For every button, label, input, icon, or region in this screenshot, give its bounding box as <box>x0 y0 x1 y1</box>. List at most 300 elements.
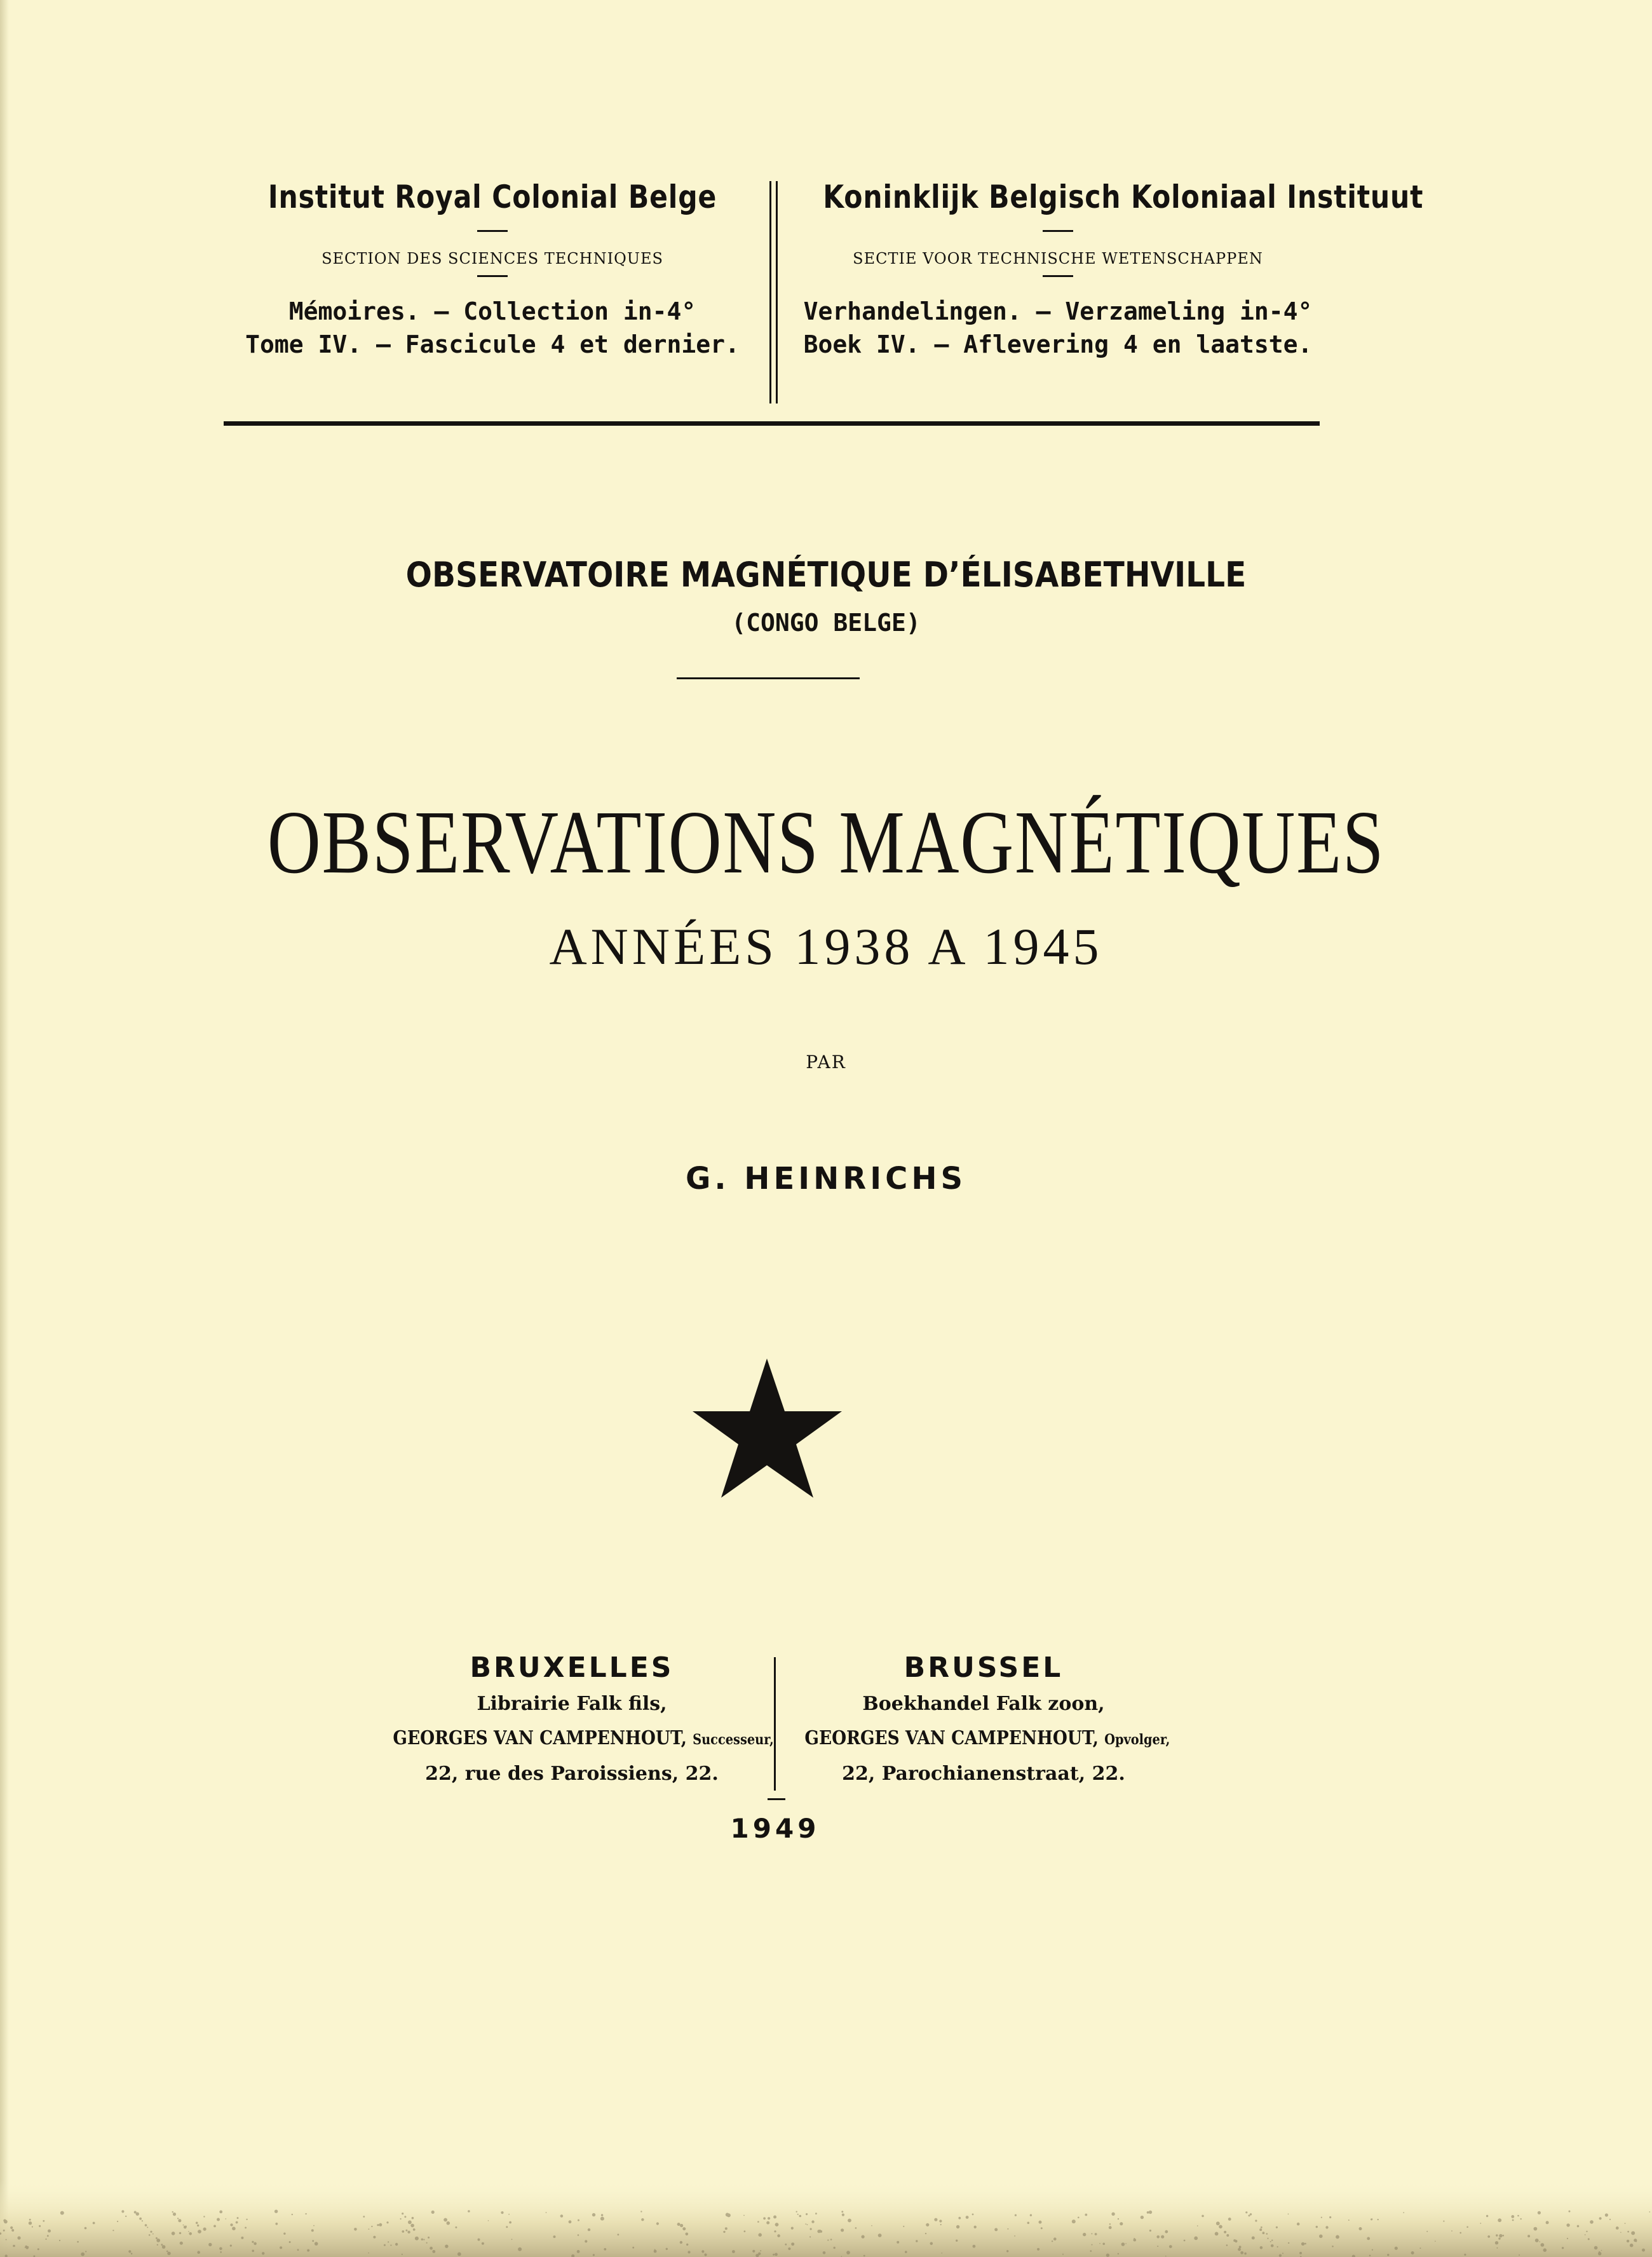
edge-speckle <box>180 2242 183 2245</box>
edge-speckle <box>654 2250 657 2253</box>
edge-speckle <box>1249 2214 1250 2216</box>
edge-speckle <box>166 2251 168 2253</box>
edge-speckle <box>3 2230 5 2232</box>
edge-speckle <box>431 2211 435 2214</box>
edge-speckle <box>788 2247 790 2250</box>
edge-speckle <box>926 2223 929 2226</box>
edge-speckle <box>188 2231 189 2232</box>
header-right-dash-2 <box>1043 275 1073 277</box>
edge-speckle <box>1072 2220 1076 2223</box>
edge-speckle <box>404 2216 406 2218</box>
edge-speckle <box>43 2220 44 2222</box>
edge-speckle <box>1125 2243 1127 2244</box>
edge-speckle <box>846 2251 850 2254</box>
publication-year: 1949 <box>730 1813 820 1844</box>
edge-speckle <box>958 2217 961 2220</box>
edge-speckle <box>1120 2222 1123 2225</box>
edge-speckle <box>809 2236 811 2237</box>
edge-speckle <box>1577 2225 1580 2228</box>
edge-speckle <box>17 2236 20 2239</box>
observatory-title: OBSERVATOIRE MAGNÉTIQUE D’ÉLISABETHVILLE <box>405 555 1247 595</box>
publisher-line-fr-2 <box>393 1721 774 1757</box>
edge-speckle <box>254 2242 257 2246</box>
edge-speckle <box>677 2223 680 2226</box>
edge-speckle <box>766 2221 769 2225</box>
edge-speckle <box>147 2226 148 2228</box>
edge-speckle <box>478 2239 480 2241</box>
edge-speckle <box>407 2231 410 2233</box>
edge-speckle <box>292 2214 293 2215</box>
edge-speckle <box>311 2229 314 2232</box>
edge-speckle <box>871 2225 872 2226</box>
edge-speckle <box>903 2226 904 2227</box>
edge-speckle <box>777 2234 780 2237</box>
publisher-name-fr: GEORGES VAN CAMPENHOUT, <box>393 1727 687 1749</box>
edge-speckle <box>732 2250 735 2253</box>
edge-speckle <box>1369 2254 1371 2256</box>
edge-speckle <box>1149 2230 1151 2232</box>
edge-speckle <box>834 2247 836 2249</box>
edge-speckle <box>1238 2248 1241 2251</box>
edge-speckle <box>1134 2239 1137 2242</box>
edge-speckle <box>203 2216 205 2217</box>
edge-speckle <box>862 2235 865 2239</box>
edge-speckle <box>150 2231 152 2233</box>
edge-speckle <box>412 2217 414 2220</box>
edge-speckle <box>426 2242 428 2244</box>
publisher-role-nl: Opvolger, <box>1104 1732 1170 1748</box>
edge-speckle <box>1543 2248 1547 2252</box>
main-subtitle-years: ANNÉES 1938 A 1945 <box>549 918 1103 975</box>
edge-speckle <box>1161 2235 1164 2239</box>
edge-speckle <box>29 2221 32 2225</box>
edge-speckle <box>232 2226 236 2230</box>
edge-speckle <box>307 2249 309 2252</box>
edge-speckle <box>925 2233 926 2234</box>
edge-speckle <box>246 2219 247 2220</box>
publisher-line-fr-1: Librairie Falk fils, <box>477 1693 667 1715</box>
edge-speckle <box>773 2254 775 2256</box>
observatory-rule <box>677 677 860 679</box>
edge-speckle <box>386 2221 388 2223</box>
edge-speckle <box>518 2247 522 2251</box>
edge-speckle <box>1411 2251 1414 2254</box>
edge-speckle <box>1226 2234 1229 2237</box>
edge-speckle <box>1288 2214 1289 2215</box>
observatory-subtitle: (CONGO BELGE) <box>731 609 921 637</box>
edge-speckle <box>972 2214 974 2216</box>
edge-speckle <box>578 2220 579 2221</box>
publisher-city-fr: BRUXELLES <box>470 1651 674 1684</box>
edge-speckle <box>1006 2250 1008 2252</box>
edge-speckle <box>811 2220 814 2223</box>
edge-speckle <box>973 2245 976 2248</box>
edge-speckle <box>1288 2242 1289 2244</box>
edge-speckle <box>1109 2226 1112 2229</box>
edge-speckle <box>410 2224 414 2228</box>
edge-speckle <box>501 2211 503 2214</box>
edge-speckle <box>1299 2252 1302 2254</box>
edge-speckle <box>1099 2243 1100 2244</box>
edge-speckle <box>687 2251 690 2253</box>
by-label: PAR <box>806 1052 846 1073</box>
edge-speckle <box>1534 2227 1538 2231</box>
edge-speckle <box>723 2231 725 2233</box>
edge-speckle <box>354 2228 357 2231</box>
edge-speckle <box>1007 2228 1008 2230</box>
edge-speckle <box>1395 2247 1398 2250</box>
edge-speckle <box>305 2213 306 2214</box>
edge-speckle <box>156 2239 160 2242</box>
edge-speckle <box>511 2239 513 2240</box>
edge-speckle <box>197 2225 199 2226</box>
footer-right-column <box>780 1649 1187 1791</box>
edge-speckle <box>863 2255 865 2257</box>
collection-line-fr-1: Mémoires. — Collection in-4° <box>288 297 696 325</box>
edge-speckle <box>878 2233 882 2237</box>
edge-speckle <box>841 2211 843 2213</box>
edge-speckle <box>208 2243 212 2246</box>
edge-speckle <box>402 2213 403 2214</box>
edge-speckle <box>128 2250 131 2253</box>
edge-speckle <box>13 2245 15 2247</box>
edge-speckle <box>1498 2237 1500 2239</box>
edge-speckle <box>297 2249 299 2251</box>
edge-speckle <box>447 2221 450 2225</box>
section-name-nl: SECTIE VOOR TECHNISCHE WETENSCHAPPEN <box>853 250 1263 268</box>
edge-speckle <box>1496 2247 1498 2249</box>
edge-speckle <box>807 2224 808 2225</box>
edge-speckle <box>588 2228 590 2231</box>
edge-speckle <box>217 2218 220 2221</box>
edge-speckle <box>237 2217 239 2219</box>
edge-speckle <box>763 2217 766 2220</box>
edge-speckle <box>1372 2249 1373 2251</box>
edge-speckle <box>940 2224 942 2225</box>
edge-speckle <box>1095 2233 1097 2235</box>
edge-speckle <box>930 2242 933 2246</box>
edge-speckle <box>569 2220 572 2223</box>
header-rule <box>224 421 1320 426</box>
edge-speckle <box>121 2210 124 2213</box>
edge-speckle <box>112 2230 114 2231</box>
edge-speckle <box>1156 2235 1160 2239</box>
edge-speckle <box>768 2217 770 2220</box>
edge-speckle <box>395 2243 398 2246</box>
edge-speckle <box>956 2240 958 2242</box>
edge-speckle <box>593 2254 595 2256</box>
edge-speckle <box>220 2251 222 2253</box>
edge-speckle <box>774 2230 776 2232</box>
edge-speckle <box>601 2214 603 2216</box>
edge-speckle <box>1039 2221 1042 2224</box>
edge-speckle <box>1649 2211 1650 2213</box>
edge-speckle <box>402 2230 404 2233</box>
edge-speckle <box>1599 2217 1602 2220</box>
edge-speckle <box>157 2244 158 2246</box>
publisher-city-nl: BRUSSEL <box>904 1651 1064 1684</box>
edge-speckle <box>1215 2232 1219 2236</box>
edge-speckle <box>1118 2218 1119 2220</box>
edge-speckle <box>1255 2220 1257 2221</box>
edge-speckle <box>966 2216 969 2219</box>
edge-speckle <box>1224 2231 1226 2233</box>
edge-speckle <box>791 2227 794 2230</box>
edge-speckle <box>77 2241 79 2243</box>
edge-speckle <box>1245 2211 1247 2213</box>
edge-speckle <box>1495 2241 1498 2244</box>
edge-speckle <box>445 2245 448 2248</box>
edge-speckle <box>283 2233 285 2235</box>
edge-speckle <box>1037 2248 1039 2251</box>
header-divider-line-2 <box>776 181 778 403</box>
edge-speckle <box>1078 2217 1080 2219</box>
edge-speckle <box>39 2225 41 2227</box>
edge-speckle <box>1240 2251 1243 2254</box>
edge-speckle <box>198 2230 201 2233</box>
edge-speckle <box>197 2251 200 2254</box>
edge-speckle <box>10 2226 13 2229</box>
edge-speckle <box>1486 2215 1488 2217</box>
edge-speckle <box>791 2242 794 2246</box>
edge-speckle <box>1541 2243 1545 2247</box>
edge-speckle <box>758 2233 762 2237</box>
edge-speckle <box>1197 2225 1198 2226</box>
edge-speckle <box>371 2226 372 2227</box>
edge-speckle <box>1625 2223 1626 2224</box>
edge-speckle <box>942 2253 943 2254</box>
edge-speckle <box>1261 2226 1263 2228</box>
edge-speckle <box>752 2250 755 2253</box>
collection-line-nl-2: Boek IV. — Aflevering 4 en laatste. <box>803 330 1313 358</box>
edge-speckle <box>1605 2213 1608 2216</box>
publisher-line-nl-2 <box>804 1721 1170 1757</box>
footer-left-column <box>369 1649 775 1791</box>
edge-speckle <box>1371 2218 1372 2220</box>
edge-speckle <box>1367 2237 1370 2240</box>
edge-speckle <box>156 2237 158 2239</box>
edge-speckle <box>600 2217 604 2221</box>
edge-speckle <box>131 2253 133 2254</box>
collection-line-fr-2: Tome IV. — Fascicule 4 et dernier. <box>245 330 740 358</box>
section-name-fr: SECTION DES SCIENCES TECHNIQUES <box>322 250 663 268</box>
edge-speckle <box>177 2218 179 2219</box>
edge-speckle <box>1297 2223 1300 2226</box>
edge-speckle <box>806 2213 808 2215</box>
edge-speckle <box>758 2253 761 2255</box>
edge-speckle <box>1147 2211 1149 2214</box>
edge-speckle <box>578 2234 579 2236</box>
edge-speckle <box>1149 2211 1152 2214</box>
edge-speckle <box>1466 2226 1468 2228</box>
edge-speckle <box>842 2214 844 2216</box>
edge-speckle <box>1329 2216 1331 2218</box>
edge-speckle <box>1569 2211 1571 2213</box>
header-left-dash-2 <box>477 275 508 277</box>
edge-speckle <box>1546 2221 1549 2224</box>
edge-speckle <box>640 2211 642 2212</box>
edge-speckle <box>994 2228 998 2231</box>
edge-speckle <box>252 2250 254 2253</box>
edge-speckle <box>1169 2245 1172 2248</box>
edge-speckle <box>1235 2240 1237 2242</box>
edge-speckle <box>1271 2240 1273 2241</box>
edge-speckle <box>508 2214 510 2215</box>
edge-speckle <box>848 2219 851 2223</box>
edge-speckle <box>421 2239 423 2240</box>
worn-edge-decoration <box>0 2179 1652 2257</box>
edge-speckle <box>1090 2250 1092 2252</box>
edge-speckle <box>1451 2230 1452 2232</box>
edge-speckle <box>775 2223 779 2226</box>
edge-speckle <box>48 2230 51 2233</box>
edge-speckle <box>468 2210 470 2213</box>
edge-speckle <box>1499 2234 1502 2237</box>
author-name: G. HEINRICHS <box>685 1161 967 1196</box>
edge-speckle <box>585 2240 587 2242</box>
edge-speckle <box>1216 2221 1220 2225</box>
edge-speckle <box>897 2241 899 2244</box>
edge-speckle <box>315 2242 318 2246</box>
edge-speckle <box>189 2232 192 2235</box>
edge-speckle <box>423 2239 424 2240</box>
edge-speckle <box>179 2232 181 2234</box>
edge-speckle <box>262 2252 264 2254</box>
edge-speckle <box>1250 2213 1252 2215</box>
edge-speckle <box>400 2218 402 2220</box>
edge-speckle <box>553 2235 556 2238</box>
edge-speckle <box>172 2232 175 2235</box>
edge-speckle <box>390 2244 391 2246</box>
edge-speckle <box>1041 2227 1043 2229</box>
edge-speckle <box>618 2233 620 2235</box>
edge-speckle <box>974 2226 977 2228</box>
edge-speckle <box>1091 2233 1092 2234</box>
edge-speckle <box>29 2219 31 2221</box>
edge-speckle <box>916 2240 917 2242</box>
edge-speckle <box>704 2253 707 2256</box>
edge-speckle <box>1252 2237 1255 2240</box>
edge-speckle <box>1609 2219 1611 2220</box>
footer-divider-line <box>774 1657 776 1791</box>
edge-speckle <box>546 2212 547 2213</box>
edge-speckle <box>1202 2215 1204 2218</box>
edge-speckle <box>230 2223 233 2226</box>
edge-speckle <box>1443 2221 1444 2222</box>
edge-speckle <box>432 2250 435 2253</box>
edge-speckle <box>1052 2240 1053 2242</box>
edge-speckle <box>37 2248 39 2250</box>
edge-speckle <box>1266 2233 1268 2235</box>
edge-speckle <box>604 2248 606 2251</box>
header-right-column <box>782 172 1424 361</box>
edge-speckle <box>810 2228 812 2230</box>
edge-speckle <box>219 2211 222 2214</box>
edge-speckle <box>1487 2235 1490 2238</box>
edge-speckle <box>167 2252 170 2255</box>
main-title: OBSERVATIONS MAGNÉTIQUES <box>267 792 1385 892</box>
edge-speckle <box>686 2244 688 2246</box>
edge-speckle <box>1271 2244 1274 2247</box>
edge-speckle <box>1459 2232 1461 2234</box>
edge-speckle <box>1244 2253 1247 2255</box>
edge-speckle <box>152 2233 154 2235</box>
edge-speckle <box>203 2228 207 2231</box>
edge-speckle <box>686 2233 689 2236</box>
edge-speckle <box>47 2235 49 2237</box>
edge-speckle <box>841 2228 844 2232</box>
edge-speckle <box>1620 2232 1622 2233</box>
edge-speckle <box>173 2213 176 2216</box>
edge-speckle <box>1316 2226 1318 2228</box>
edge-speckle <box>725 2227 728 2230</box>
edge-speckle <box>666 2248 668 2250</box>
edge-speckle <box>125 2216 126 2217</box>
edge-speckle <box>379 2223 382 2226</box>
edge-speckle <box>905 2251 907 2253</box>
edge-speckle <box>1562 2247 1564 2249</box>
edge-speckle <box>1336 2235 1339 2239</box>
edge-speckle <box>1517 2215 1519 2217</box>
edge-speckle <box>413 2228 416 2231</box>
edge-speckle <box>1616 2226 1619 2230</box>
edge-speckle <box>6 2239 7 2240</box>
edge-speckle <box>1419 2247 1421 2249</box>
edge-speckle <box>1319 2235 1323 2239</box>
edge-speckle <box>408 2220 412 2224</box>
edge-speckle <box>482 2242 484 2245</box>
edge-speckle <box>1226 2244 1228 2246</box>
edge-speckle <box>377 2224 379 2226</box>
publisher-name-nl: GEORGES VAN CAMPENHOUT, <box>804 1727 1099 1749</box>
edge-speckle <box>1219 2225 1222 2229</box>
edge-speckle <box>560 2214 564 2218</box>
edge-speckle <box>1332 2246 1334 2247</box>
edge-speckle <box>1282 2253 1283 2254</box>
edge-speckle <box>726 2213 729 2217</box>
edge-speckle <box>11 2229 14 2232</box>
edge-speckle <box>1512 2220 1514 2221</box>
page-left-edge <box>0 0 9 2257</box>
edge-speckle <box>274 2210 278 2213</box>
edge-speckle <box>428 2237 430 2239</box>
institute-name-fr: Institut Royal Colonial Belge <box>267 179 717 215</box>
edge-speckle <box>196 2222 198 2225</box>
edge-speckle <box>506 2226 508 2228</box>
edge-speckle <box>820 2230 822 2233</box>
edge-speckle <box>680 2224 683 2227</box>
edge-speckle <box>796 2211 797 2213</box>
edge-speckle <box>1511 2215 1514 2218</box>
edge-speckle <box>1519 2254 1520 2256</box>
edge-speckle <box>1102 2243 1105 2246</box>
edge-speckle <box>1157 2246 1158 2247</box>
edge-speckle <box>117 2221 118 2222</box>
edge-speckle <box>956 2225 959 2228</box>
star-shape <box>693 1359 842 1498</box>
edge-speckle <box>1194 2237 1198 2240</box>
edge-speckle <box>1239 2246 1242 2248</box>
edge-speckle <box>312 2240 314 2242</box>
edge-speckle <box>236 2221 238 2224</box>
edge-speckle <box>85 2227 87 2230</box>
edge-speckle <box>280 2246 282 2249</box>
edge-speckle <box>1111 2213 1114 2216</box>
edge-speckle <box>939 2220 942 2222</box>
edge-speckle <box>1464 2254 1466 2256</box>
edge-speckle <box>1527 2235 1530 2237</box>
edge-speckle <box>1279 2254 1282 2257</box>
